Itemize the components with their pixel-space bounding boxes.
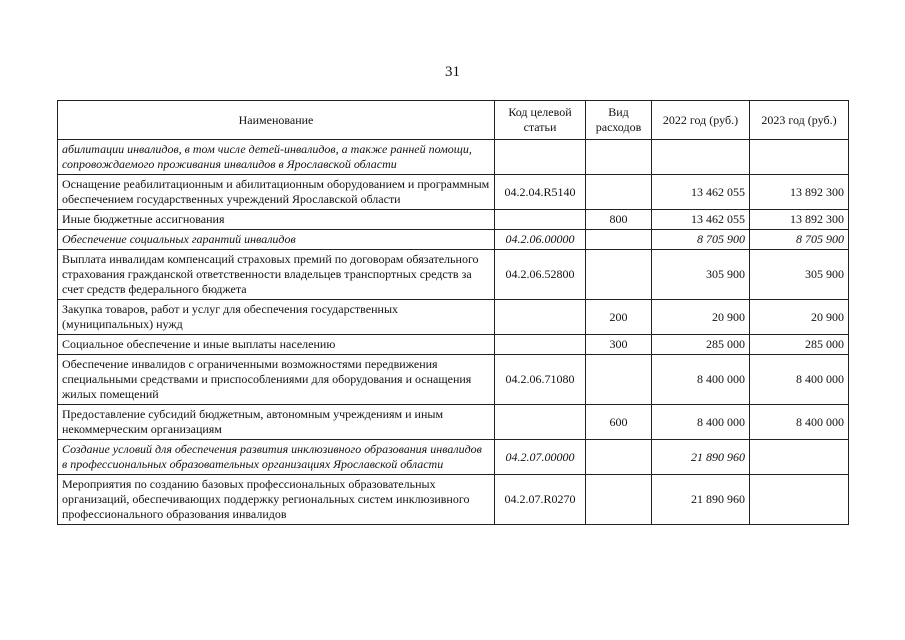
cell-2022: 305 900 [652, 250, 750, 300]
cell-expense-type: 300 [586, 335, 652, 355]
cell-2022: 13 462 055 [652, 175, 750, 210]
cell-code [495, 210, 586, 230]
header-2022: 2022 год (руб.) [652, 101, 750, 140]
table-row [58, 475, 849, 525]
table-row [58, 335, 849, 355]
table-row [58, 175, 849, 210]
header-code: Код целевой статьи [495, 101, 586, 140]
cell-2022: 21 890 960 [652, 440, 750, 475]
cell-expense-type: 800 [586, 210, 652, 230]
cell-expense-type [586, 440, 652, 475]
cell-expense-type [586, 175, 652, 210]
table-row [58, 405, 849, 440]
budget-table [57, 100, 849, 525]
cell-name: Иные бюджетные ассигнования [58, 210, 495, 230]
cell-expense-type: 600 [586, 405, 652, 440]
cell-name: Обеспечение социальных гарантий инвалидов [58, 230, 495, 250]
cell-name: Предоставление субсидий бюджетным, автономным учреждениям и иным некоммерческим организациям [58, 405, 495, 440]
cell-code: 04.2.04.R5140 [495, 175, 586, 210]
cell-2023: 285 000 [750, 335, 849, 355]
cell-code: 04.2.06.71080 [495, 355, 586, 405]
cell-2022: 8 705 900 [652, 230, 750, 250]
cell-name: абилитации инвалидов, в том числе детей-инвалидов, а также ранней помощи, сопровождаемого проживания инвалидов в Ярославской области [58, 140, 495, 175]
cell-2022: 285 000 [652, 335, 750, 355]
table-row [58, 250, 849, 300]
cell-2022: 8 400 000 [652, 355, 750, 405]
cell-name: Закупка товаров, работ и услуг для обеспечения государственных (муниципальных) нужд [58, 300, 495, 335]
cell-expense-type [586, 140, 652, 175]
cell-code: 04.2.07.R0270 [495, 475, 586, 525]
table-row [58, 210, 849, 230]
cell-code: 04.2.07.00000 [495, 440, 586, 475]
cell-name: Социальное обеспечение и иные выплаты населению [58, 335, 495, 355]
cell-code [495, 335, 586, 355]
table-row [58, 440, 849, 475]
cell-code [495, 300, 586, 335]
cell-2023: 13 892 300 [750, 175, 849, 210]
cell-name: Обеспечение инвалидов с ограниченными возможностями передвижения специальными средствами и приспособлениями для оборудования и оснащения жилых помещений [58, 355, 495, 405]
cell-code [495, 140, 586, 175]
table-row [58, 300, 849, 335]
cell-name: Выплата инвалидам компенсаций страховых премий по договорам обязательного страхования гражданской ответственности владельцев транспортных средств за счет средств федерального бюджета [58, 250, 495, 300]
cell-expense-type [586, 230, 652, 250]
cell-2023 [750, 475, 849, 525]
cell-2023: 8 400 000 [750, 405, 849, 440]
cell-expense-type [586, 250, 652, 300]
cell-2023 [750, 140, 849, 175]
table-row [58, 355, 849, 405]
cell-2022: 13 462 055 [652, 210, 750, 230]
cell-2023: 8 400 000 [750, 355, 849, 405]
table-row [58, 140, 849, 175]
cell-2023: 13 892 300 [750, 210, 849, 230]
cell-expense-type: 200 [586, 300, 652, 335]
table-row [58, 230, 849, 250]
cell-2023: 8 705 900 [750, 230, 849, 250]
page-number: 31 [445, 64, 460, 80]
cell-2022: 21 890 960 [652, 475, 750, 525]
cell-code: 04.2.06.00000 [495, 230, 586, 250]
cell-2023: 305 900 [750, 250, 849, 300]
cell-code: 04.2.06.52800 [495, 250, 586, 300]
cell-2023: 20 900 [750, 300, 849, 335]
cell-code [495, 405, 586, 440]
cell-2022: 8 400 000 [652, 405, 750, 440]
cell-name: Создание условий для обеспечения развития инклюзивного образования инвалидов в профессиональных образовательных организациях Ярославской области [58, 440, 495, 475]
cell-2022 [652, 140, 750, 175]
cell-expense-type [586, 475, 652, 525]
table-header-row [58, 101, 849, 140]
cell-expense-type [586, 355, 652, 405]
cell-2022: 20 900 [652, 300, 750, 335]
cell-2023 [750, 440, 849, 475]
header-name: Наименование [58, 101, 495, 140]
header-expense-type: Вид расходов [586, 101, 652, 140]
cell-name: Мероприятия по созданию базовых профессиональных образовательных организаций, обеспечивающих поддержку региональных систем инклюзивного профессионального образования инвалидов [58, 475, 495, 525]
cell-name: Оснащение реабилитационным и абилитационным оборудованием и программным обеспечением государственных учреждений Ярославской области [58, 175, 495, 210]
header-2023: 2023 год (руб.) [750, 101, 849, 140]
